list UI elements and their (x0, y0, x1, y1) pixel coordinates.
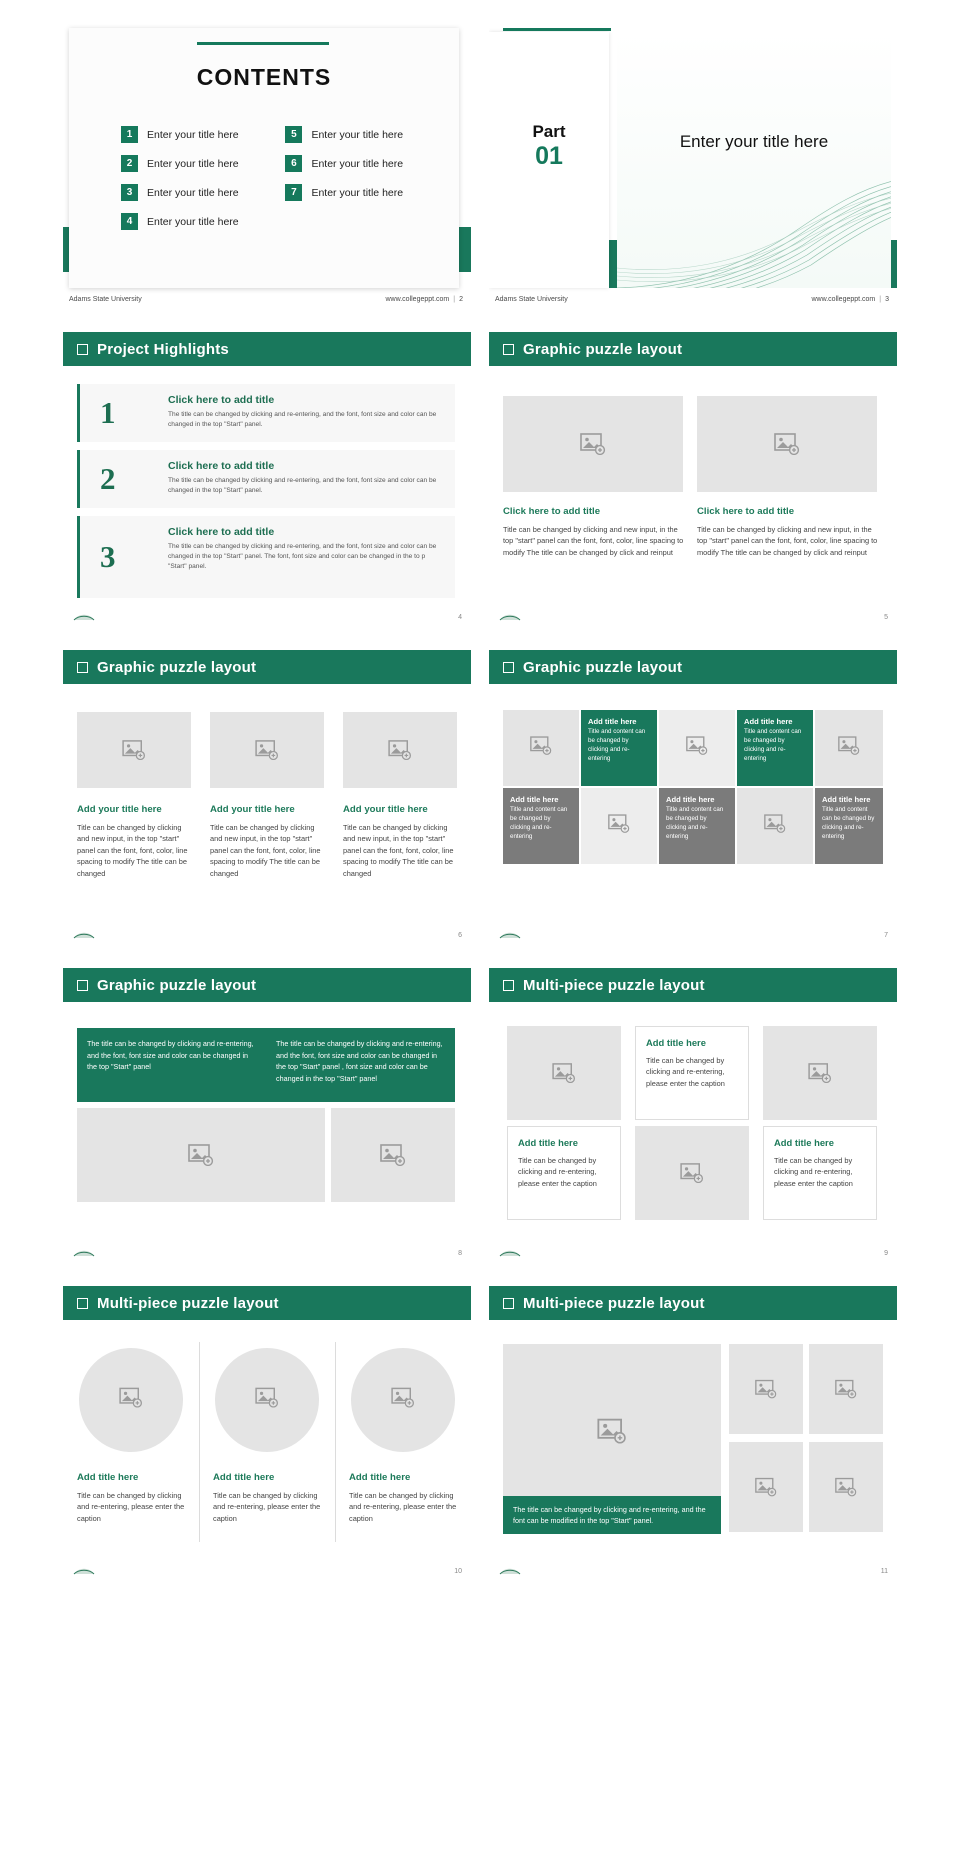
tile-title: Add title here (744, 717, 793, 726)
caption-body: Title can be changed by clicking and new input, in the top "start" panel can the font, font, color, line spacing to modify The title can be changed (343, 823, 454, 878)
caption-title: Add your title here (343, 804, 428, 815)
highlight-row[interactable] (77, 450, 455, 508)
card-title: Add title here (774, 1137, 834, 1148)
page-number: 11 (880, 1568, 888, 1575)
text-tile[interactable] (503, 788, 579, 864)
header-title: Graphic puzzle layout (97, 976, 257, 994)
image-placeholder[interactable] (763, 1026, 877, 1120)
item-label: Enter your title here (147, 157, 239, 170)
caption-title: Add title here (213, 1472, 275, 1483)
caption-block (349, 1472, 461, 1524)
header-title: Project Highlights (97, 340, 229, 358)
tile-body: Title and content can be changed by clicking and re-entering (588, 728, 646, 762)
caption-block (210, 804, 326, 879)
logo-icon (73, 1564, 95, 1576)
item-number: 6 (285, 155, 302, 172)
highlight-row[interactable] (77, 384, 455, 442)
image-placeholder[interactable] (507, 1026, 621, 1120)
text-banner[interactable] (77, 1028, 455, 1102)
section-art-panel (617, 32, 891, 288)
image-icon (597, 1419, 627, 1444)
slide-multi-piece-hero[interactable] (489, 1286, 897, 1582)
page-number: 6 (458, 932, 462, 939)
square-bullet-icon (77, 662, 88, 673)
wave-decoration (617, 168, 891, 288)
item-number: 1 (121, 126, 138, 143)
image-placeholder[interactable] (503, 710, 579, 786)
text-card[interactable] (507, 1126, 621, 1220)
image-icon (774, 433, 800, 455)
caption-block (77, 804, 193, 879)
caption-title: Add your title here (77, 804, 162, 815)
section-title: Enter your title here (679, 132, 829, 151)
image-placeholder[interactable] (737, 788, 813, 864)
tile-title: Add title here (588, 717, 637, 726)
slide-header (63, 650, 471, 684)
image-icon (680, 1163, 704, 1183)
square-bullet-icon (503, 980, 514, 991)
image-icon (808, 1063, 832, 1083)
card-body: Title can be changed by clicking and re-entering, please enter the caption (518, 1156, 597, 1188)
slide-graphic-banner[interactable] (63, 968, 471, 1264)
section-part-number: 01 (535, 142, 563, 170)
image-icon (552, 1063, 576, 1083)
item-label: Enter your title here (147, 128, 239, 141)
list-item[interactable] (121, 155, 281, 172)
slide-header (489, 650, 897, 684)
text-tile[interactable] (659, 788, 735, 864)
logo-icon (73, 928, 95, 940)
image-placeholder[interactable] (210, 712, 324, 788)
contents-list (121, 126, 451, 242)
slide-section-divider[interactable] (489, 14, 897, 310)
slide-header (63, 968, 471, 1002)
highlight-number: 1 (100, 395, 116, 430)
section-part-label: Part (532, 122, 566, 141)
caption-title: Add title here (349, 1472, 411, 1483)
caption-title: Add your title here (210, 804, 295, 815)
contents-column-right (285, 126, 445, 213)
slide-project-highlights[interactable] (63, 332, 471, 628)
image-placeholder[interactable] (815, 710, 883, 786)
header-title: Graphic puzzle layout (97, 658, 257, 676)
image-icon (838, 736, 860, 760)
caption-block (697, 506, 881, 558)
highlight-body: The title can be changed by clicking and re-entering, and the font, font size and color can be changed in the top "Start" panel. The font, font size and color can be changed in the to p "Start" panel. (168, 543, 437, 570)
logo-icon (73, 610, 95, 622)
item-number: 3 (121, 184, 138, 201)
item-label: Enter your title here (147, 186, 239, 199)
item-label: Enter your title here (311, 186, 404, 199)
logo-icon (499, 1564, 521, 1576)
image-icon (835, 1478, 857, 1497)
image-placeholder[interactable] (659, 710, 735, 786)
footer-org: Adams State University (69, 295, 142, 303)
image-icon (530, 736, 552, 760)
page-number: 5 (884, 614, 888, 621)
item-number: 4 (121, 213, 138, 230)
image-placeholder[interactable] (581, 788, 657, 864)
highlight-number: 2 (100, 461, 116, 496)
image-icon (388, 740, 412, 760)
text-card[interactable] (635, 1026, 749, 1120)
image-placeholder[interactable] (729, 1442, 803, 1532)
slide-footer (63, 288, 471, 310)
caption-body: Title can be changed by clicking and new input, in the top "start" panel can the font, font, color, line spacing to modify The title can be changed (77, 823, 188, 878)
slide-graphic-mosaic[interactable] (489, 650, 897, 946)
image-placeholder[interactable] (79, 1348, 183, 1452)
slide-multi-piece-circles[interactable] (63, 1286, 471, 1582)
image-icon (580, 433, 606, 455)
image-icon (391, 1388, 415, 1413)
image-placeholder[interactable] (331, 1108, 455, 1202)
highlight-body: The title can be changed by clicking and re-entering, and the font, font size and color can be changed in the top "Start" panel. (168, 477, 437, 494)
list-item[interactable] (121, 126, 281, 143)
image-icon (686, 736, 708, 760)
card-body: Title can be changed by clicking and re-entering, please enter the caption (646, 1056, 725, 1088)
logo-icon (499, 928, 521, 940)
logo-icon (499, 1246, 521, 1258)
banner-text-right: The title can be changed by clicking and re-entering, and the font, font size and color can be changed in the top "Start" panel , font size and color can be changed in the top "Start" panel (276, 1039, 443, 1083)
caption-title: Add title here (77, 1472, 139, 1483)
highlight-title: Click here to add title (168, 460, 275, 472)
text-tile[interactable] (737, 710, 813, 786)
item-label: Enter your title here (311, 128, 404, 141)
image-icon (188, 1144, 214, 1166)
slide-footer (489, 288, 897, 310)
image-placeholder[interactable] (809, 1344, 883, 1434)
header-title: Multi-piece puzzle layout (523, 976, 705, 994)
tile-body: Title and content can be changed by clicking and re-entering (744, 728, 802, 762)
caption-block (343, 804, 459, 879)
contents-card (69, 28, 459, 288)
image-icon (380, 1144, 406, 1166)
text-card[interactable] (763, 1126, 877, 1220)
image-icon (255, 1388, 279, 1413)
square-bullet-icon (77, 1298, 88, 1309)
highlight-title: Click here to add title (168, 394, 275, 406)
header-title: Graphic puzzle layout (523, 340, 683, 358)
caption-title: Click here to add title (697, 506, 795, 517)
card-title: Add title here (646, 1037, 706, 1048)
slide-graphic-three-up[interactable] (63, 650, 471, 946)
list-item[interactable] (285, 155, 445, 172)
text-tile[interactable] (815, 788, 883, 864)
caption-body: Title can be changed by clicking and new input, in the top "start" panel can the font, font, color, line spacing to modify The title can be changed (210, 823, 321, 878)
caption-title: Click here to add title (503, 506, 601, 517)
tile-title: Add title here (822, 795, 871, 804)
image-placeholder[interactable] (697, 396, 877, 492)
footer-org: Adams State University (495, 295, 568, 303)
caption-body: Title can be changed by clicking and re-entering, please enter the caption (213, 1491, 321, 1523)
slide-graphic-two-up[interactable] (489, 332, 897, 628)
slide-header (63, 1286, 471, 1320)
highlight-title: Click here to add title (168, 526, 275, 538)
image-icon (764, 814, 786, 838)
image-icon (755, 1380, 777, 1399)
image-placeholder[interactable] (351, 1348, 455, 1452)
image-placeholder[interactable] (729, 1344, 803, 1434)
logo-icon (499, 610, 521, 622)
item-label: Enter your title here (311, 157, 404, 170)
slide-multi-piece-cards[interactable] (489, 968, 897, 1264)
slide-contents[interactable] (63, 14, 471, 310)
image-placeholder[interactable] (635, 1126, 749, 1220)
tile-title: Add title here (666, 795, 715, 804)
highlight-row[interactable] (77, 516, 455, 598)
page-number: 10 (454, 1568, 462, 1575)
caption-block (213, 1472, 325, 1524)
slide-header (489, 332, 897, 366)
list-item[interactable] (121, 213, 281, 230)
page-number: 9 (884, 1250, 888, 1257)
banner-text-left: The title can be changed by clicking and re-entering, and the font, font size and color can be changed in the top "Start" panel (87, 1039, 254, 1072)
image-placeholder[interactable] (215, 1348, 319, 1452)
caption-body: Title can be changed by clicking and new input, in the top "start" panel can the font, font, color, line spacing to modify The title can be changed by click and reinput (697, 525, 878, 557)
slide-header (63, 332, 471, 366)
caption-body: Title can be changed by clicking and re-entering, please enter the caption (77, 1491, 185, 1523)
list-item[interactable] (285, 126, 445, 143)
item-label: Enter your title here (147, 215, 239, 228)
caption-block (77, 1472, 189, 1524)
image-placeholder[interactable] (343, 712, 457, 788)
square-bullet-icon (77, 344, 88, 355)
page-number: 3 (885, 295, 889, 303)
caption-body: Title can be changed by clicking and re-entering, please enter the caption (349, 1491, 457, 1523)
tile-body: Title and content can be changed by clicking and re-entering (822, 806, 875, 840)
footer-right: www.collegeppt.com | 2 (385, 295, 463, 303)
hero-caption: The title can be changed by clicking and re-entering, and the font can be modified in the top "Start" panel. (503, 1496, 721, 1534)
list-item[interactable] (121, 184, 281, 201)
image-placeholder[interactable] (77, 712, 191, 788)
square-bullet-icon (503, 1298, 514, 1309)
image-icon (122, 740, 146, 760)
divider (335, 1342, 336, 1542)
image-placeholder[interactable] (809, 1442, 883, 1532)
divider (199, 1342, 200, 1542)
caption-body: Title can be changed by clicking and new input, in the top "start" panel can the font, font, color, line spacing to modify The title can be changed by click and reinput (503, 525, 684, 557)
image-placeholder-hero[interactable] (503, 1344, 721, 1534)
list-item[interactable] (285, 184, 445, 201)
footer-url: www.collegeppt.com (811, 295, 876, 303)
page-number: 7 (884, 932, 888, 939)
card-title: Add title here (518, 1137, 578, 1148)
page-number: 8 (458, 1250, 462, 1257)
page-title: CONTENTS (196, 64, 332, 90)
image-icon (835, 1380, 857, 1399)
square-bullet-icon (503, 344, 514, 355)
logo-icon (73, 1246, 95, 1258)
text-tile[interactable] (581, 710, 657, 786)
item-number: 5 (285, 126, 302, 143)
page-number: 2 (459, 295, 463, 303)
header-title: Graphic puzzle layout (523, 658, 683, 676)
highlight-body: The title can be changed by clicking and re-entering, and the font, font size and color can be changed in the top "Start" panel. (168, 411, 437, 428)
contents-column-left (121, 126, 281, 242)
title-rule (503, 28, 611, 31)
caption-block (503, 506, 687, 558)
tile-body: Title and content can be changed by clicking and re-entering (510, 806, 568, 840)
card-body: Title can be changed by clicking and re-entering, please enter the caption (774, 1156, 853, 1188)
image-icon (608, 814, 630, 838)
image-placeholder[interactable] (77, 1108, 325, 1202)
page-number: 4 (458, 614, 462, 621)
footer-right: www.collegeppt.com | 3 (811, 295, 889, 303)
highlight-number: 3 (100, 539, 116, 574)
title-rule (197, 42, 329, 45)
header-title: Multi-piece puzzle layout (97, 1294, 279, 1312)
square-bullet-icon (77, 980, 88, 991)
tile-title: Add title here (510, 795, 559, 804)
item-number: 2 (121, 155, 138, 172)
tile-body: Title and content can be changed by clicking and re-entering (666, 806, 724, 840)
slide-header (489, 968, 897, 1002)
image-icon (119, 1388, 143, 1413)
item-number: 7 (285, 184, 302, 201)
image-icon (255, 740, 279, 760)
header-title: Multi-piece puzzle layout (523, 1294, 705, 1312)
slide-header (489, 1286, 897, 1320)
footer-url: www.collegeppt.com (385, 295, 450, 303)
image-placeholder[interactable] (503, 396, 683, 492)
square-bullet-icon (503, 662, 514, 673)
image-icon (755, 1478, 777, 1497)
